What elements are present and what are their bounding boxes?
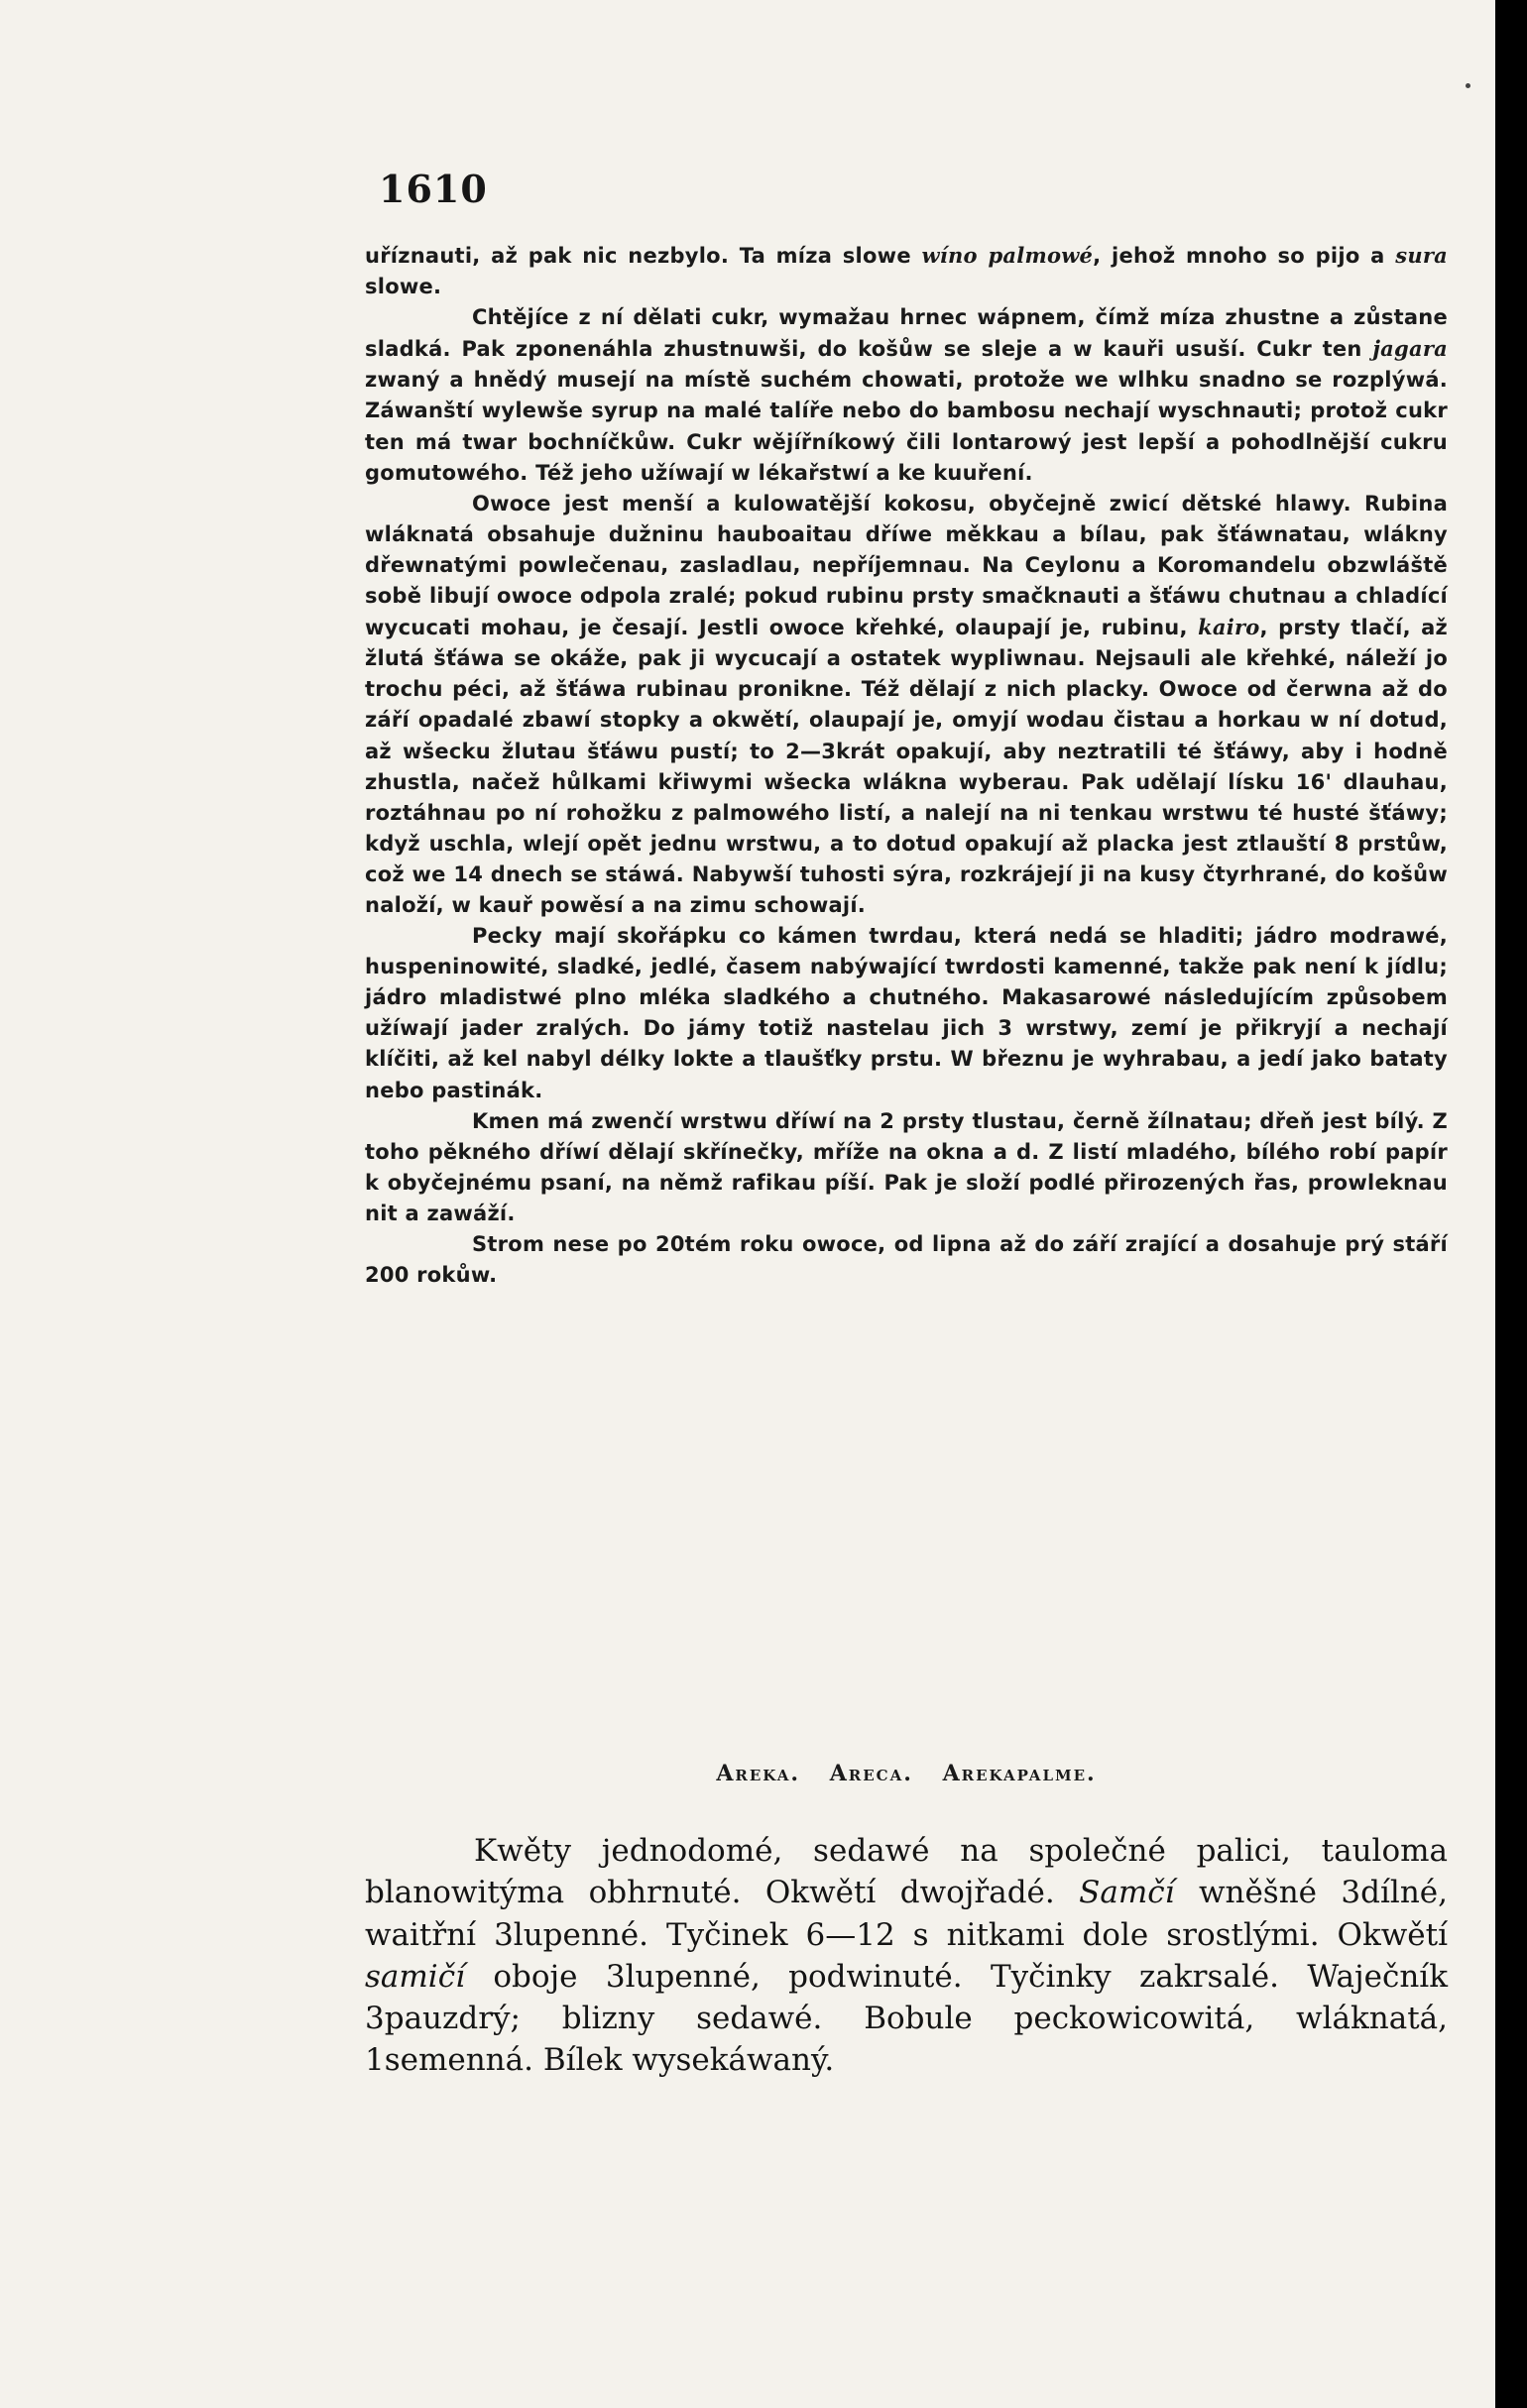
text-span: Chtějíce z ní dělati cukr, wymažau hrnec wápnem, čímž míza zhustne a zůstane sladká. Pak zponenáhla zhustnuwši, do košůw se sleje a w kauři usuší. Cukr ten: [365, 305, 1448, 362]
text-span: zwaný a hnědý musejí na místě suchém chowati, protože we wlhku snadno se rozplýwá. Záwanští wylewše syrup na malé talíře nebo do bambosu nechají wyschnauti; protož cukr ten má twar bochníčkůw. Cukr wějířníkowý čili lontarowý jest lepší a pohodlnější cukru gomutowého. Též jeho užíwají w lékařstwí a ke kuuření.: [365, 368, 1448, 485]
paragraph-trunk: Kmen má zwenčí wrstwu dříwí na 2 prsty tlustau, černě žílnatau; dřeň jest bílý. Z toho pěkného dříwí dělají skřínečky, mříže na okna a d. Z listí mladého, bílého robí papír k obyčejnému psaní, na němž rafikau píší. Pak je složí podlé přirozených řas, prowleknau nit a zawáží.: [365, 1108, 1448, 1225]
text-span: , jehož mnoho so pijo a: [1093, 244, 1396, 268]
text-span: slowe.: [365, 275, 442, 299]
body-text: [365, 240, 1448, 1291]
page-number: 1610: [379, 167, 488, 211]
paragraph-age: Strom nese po 20tém roku owoce, od lipna až do září zrající a dosahuje prý stáří 200 rokůw.: [365, 1232, 1448, 1288]
stray-ink-dot: [1466, 83, 1470, 88]
heading-latin: Areca.: [829, 1761, 913, 1786]
italic-term: samičí: [365, 1958, 465, 1995]
text-span: uříznauti, až pak nic nezbylo. Ta míza slowe: [365, 244, 922, 268]
text-span: wněšné 3dílné, waitřní 3lupenné. Tyčinek 6—12 s nitkami dole srostlými. Okwětí: [365, 1875, 1448, 1953]
genus-description: [365, 1830, 1448, 2082]
heading-german: Arekapalme.: [942, 1761, 1097, 1786]
paragraph-sugar: [365, 302, 1448, 489]
italic-term: Samčí: [1079, 1875, 1175, 1911]
italic-term: wíno palmowé: [921, 243, 1094, 268]
paragraph-fruit: [365, 489, 1448, 921]
italic-term: jagara: [1372, 336, 1448, 362]
text-span: Kwěty jednodomé, sedawé na společné palici, tauloma blanowitýma obhrnuté. Okwětí dwojřadé.: [365, 1833, 1448, 1911]
paragraph-palm-wine: [365, 240, 1448, 302]
text-span: oboje 3lupenné, podwinuté. Tyčinky zakrsalé. Waječník 3pauzdrý; blizny sedawé. Bobule peckowicowitá, wláknatá, 1semenná. Bílek wysekáwaný.: [365, 1958, 1448, 2079]
text-span: Owoce jest menší a kulowatější kokosu, obyčejně zwicí dětské hlawy. Rubina wláknatá obsahuje dužninu hauboaitau dříwe měkkau a bílau, pak šťáwnatau, wlákny dřewnatými powlečenau, zasladlau, nepříjemnau. Na Ceylonu a Koromandelu obzwláště sobě libují owoce odpola zralé; pokud rubinu prsty smačknauti a šťáwu chutnau a chladící wycucati mohau, je česají. Jestli owoce křehké, olaupají je, rubinu,: [365, 491, 1448, 640]
italic-term: kairo: [1198, 615, 1260, 640]
heading-czech: Areka.: [716, 1761, 801, 1786]
italic-term: sura: [1395, 243, 1449, 268]
paragraph-seeds: Pecky mají skořápku co kámen twrdau, která nedá se hladiti; jádro modrawé, huspeninowité, sladké, jedlé, časem nabýwající twrdosti kamenné, takže pak není k jídlu; jádro mladistwé plno mléka sladkého a chutného. Makasarowé následujícím způsobem užíwají jader zralých. Do jámy totiž nastelau jich 3 wrstwy, zemí je přikryjí a nechají klíčiti, až kel nabyl délky lokte a tlaušťky prstu. W březnu je wyhrabau, a jedí jako bataty nebo pastinák.: [365, 924, 1448, 1102]
section-heading: [365, 1761, 1448, 1786]
text-span: , prsty tlačí, až žlutá šťáwa se okáže, pak ji wycucají a ostatek wypliwnau. Nejsauli ale křehké, náleží jo trochu péci, až šťáwa rubinau pronikne. Též dělají z nich placky. Owoce od čerwna až do září opadalé zbawí stopky a okwětí, olaupají je, omyjí wodau čistau a horkau w ní dotud, až wšecku žlutau šťáwu pustí; to 2—3krát opakují, aby neztratili té šťáwy, aby i hodně zhustla, načež hůlkami křiwymi wšecka wlákna wyberau. Pak udělají lísku 16' dlauhau, roztáhnau po ní rohožku z palmowého listí, a nalejí na ni tenkau wrstwu té husté šťáwy; když uschla, wlejí opět jednu wrstwu, a to dotud opakují až placka jest ztlauští 8 prstůw, což we 14 dnech se stáwá. Nabywší tuhosti sýra, rozkrájejí ji na kusy čtyrhrané, do košůw naloží, w kauř powěsí a na zimu schowají.: [365, 616, 1449, 917]
